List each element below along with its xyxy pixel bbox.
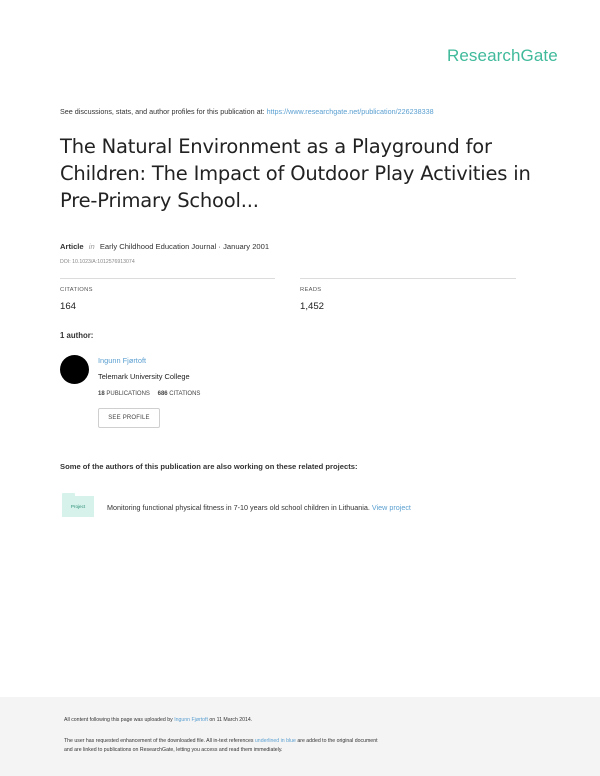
authors-heading: 1 author: [60,331,94,340]
see-profile-button[interactable]: SEE PROFILE [98,408,160,428]
in-word: in [88,242,95,251]
author-publications-label: PUBLICATIONS [106,391,150,397]
project-folder-icon [62,493,94,517]
author-institution: Telemark University College [98,372,190,381]
underlined-link[interactable]: underlined in blue [254,738,296,744]
author-citations-count: 686 [157,391,168,397]
publication-title: The Natural Environment as a Playground for Children: The Impact of Outdoor Play Activities in Pre-Primary School... [60,135,531,212]
citations-value: 164 [60,301,77,312]
divider-citations [60,278,275,279]
related-projects-heading: Some of the authors of this publication are also working on these related projects: [60,462,358,471]
upload-suffix: on 11 March 2014. [209,717,253,723]
upload-prefix: All content following this page was uploaded by [64,717,173,723]
author-citations-label: CITATIONS [169,391,201,397]
avatar[interactable] [60,355,89,384]
note-line-2: and are linked to publications on ResearchGate, letting you access and read them immediately. [64,747,283,753]
reads-value: 1,452 [300,301,325,312]
see-discussions-text: See discussions, stats, and author profiles for this publication at: [60,107,265,116]
researchgate-logo[interactable]: ResearchGate [447,46,558,65]
project-icon-label: Project [62,496,94,517]
see-discussions-line [60,107,434,116]
upload-note [64,717,252,723]
publication-url-link[interactable]: https://www.researchgate.net/publication/226238338 [266,107,434,116]
author-stats [98,391,200,397]
journal-info: Early Childhood Education Journal · January 2001 [99,242,270,251]
divider-reads [300,278,516,279]
enhancement-note [64,737,378,755]
project-item [107,503,411,512]
citations-label: CITATIONS [60,287,93,293]
footer [0,697,600,776]
uploader-link[interactable]: Ingunn Fjørtoft [174,717,208,723]
author-publications-count: 18 [98,391,105,397]
author-name-link[interactable]: Ingunn Fjørtoft [98,356,147,365]
reads-label: READS [300,287,322,293]
publication-type: Article [60,242,84,251]
project-description: Monitoring functional physical fitness in 7-10 years old school children in Lithuania. [107,503,370,512]
view-project-link[interactable]: View project [371,503,411,512]
note-suffix: are added to the original document [297,738,378,744]
publication-meta [60,242,269,251]
doi: DOI: 10.1023/A:1012576913074 [60,259,135,265]
note-prefix: The user has requested enhancement of the downloaded file. All in-text references [64,738,254,744]
